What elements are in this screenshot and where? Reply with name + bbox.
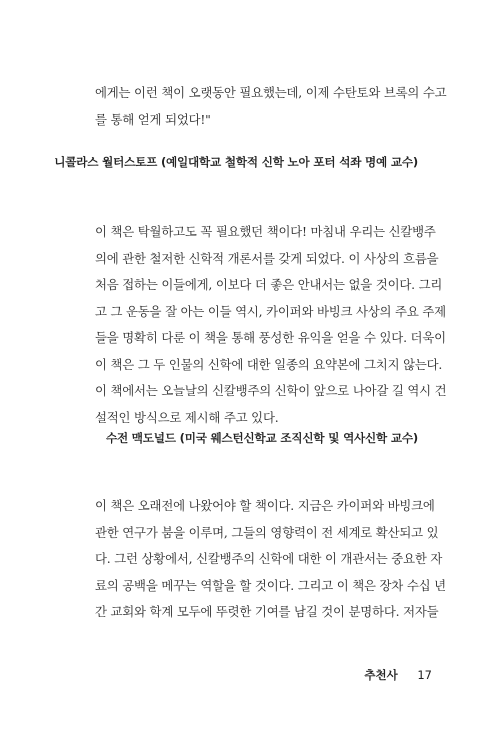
quote2-paragraph [95, 219, 447, 431]
quote2-line: 처음 접하는 이들에게, 이보다 더 좋은 안내서는 없을 것이다. 그리 [95, 277, 443, 292]
quote2-line: 의에 관한 철저한 신학적 개론서를 갖게 되었다. 이 사상의 흐름을 [95, 250, 439, 266]
page-footer [364, 667, 432, 683]
quote2-line: 고 그 운동을 잘 아는 이들 역시, 카이퍼와 바빙크 사상의 주요 주제 [95, 303, 446, 319]
quote2-line: 이 책은 그 두 인물의 신학에 대한 일종의 요약본에 그치지 않는다. [95, 356, 443, 372]
quote2-attribution: 수전 맥도널드 (미국 웨스턴신학교 조직신학 및 역사신학 교수) [105, 431, 418, 445]
quote1-paragraph [95, 80, 447, 133]
quote3-line: 료의 공백을 메꾸는 역할을 할 것이다. 그리고 이 책은 장차 수십 년 [95, 577, 446, 593]
quote3-paragraph [95, 493, 446, 626]
page-number: 17 [417, 668, 432, 682]
quote2-line: 이 책은 탁월하고도 꼭 필요했던 책이다! 마침내 우리는 신칼뱅주 [95, 224, 436, 239]
quote3-line: 관한 연구가 붐을 이루며, 그들의 영향력이 전 세계로 확산되고 있 [95, 524, 439, 540]
quote1-line: 를 통해 얻게 되었다!" [95, 111, 211, 127]
quote2-line: 이 책에서는 오늘날의 신칼뱅주의 신학이 앞으로 나아갈 길 역시 건 [95, 383, 447, 398]
quote1-attribution: 니콜라스 월터스토프 (예일대학교 철학적 신학 노아 포터 석좌 명예 교수) [54, 155, 418, 169]
section-title: 추천사 [364, 668, 398, 682]
quote3-line: 다. 그런 상황에서, 신칼뱅주의 신학에 대한 이 개관서는 중요한 자 [95, 551, 443, 566]
quote3-line: 이 책은 오래전에 나왔어야 할 책이다. 지금은 카이퍼와 바빙크에 [95, 498, 435, 513]
quote3-line: 간 교회와 학계 모두에 뚜렷한 기여를 남길 것이 분명하다. 저자들 [95, 604, 439, 619]
quote1-line: 에게는 이런 책이 오랫동안 필요했는데, 이제 수탄토와 브록의 수고 [95, 85, 447, 100]
quote2-line: 설적인 방식으로 제시해 주고 있다. [95, 409, 279, 425]
quote2-line: 들을 명확히 다룬 이 책을 통해 풍성한 유익을 얻을 수 있다. 더욱이 [95, 330, 446, 345]
